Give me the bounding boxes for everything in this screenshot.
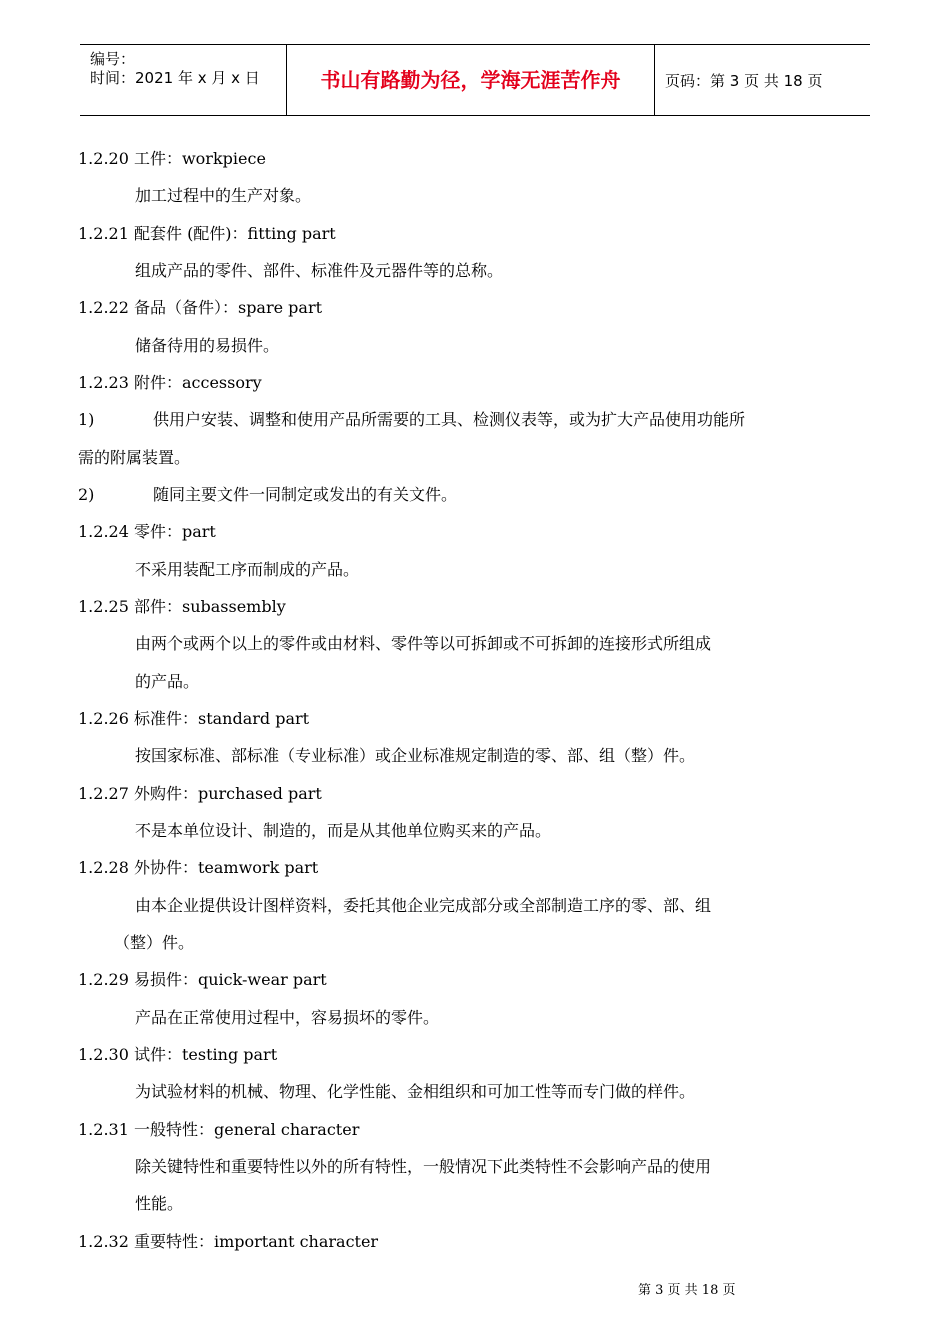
entry-definition: 产品在正常使用过程中，容易损坏的零件。 <box>135 1008 440 1027</box>
entry-term: 1.2.32 重要特性：important character <box>78 1232 379 1251</box>
entry-term: 1.2.21 配套件 (配件)：fitting part <box>78 224 336 243</box>
header-page-info: 页码：第 3 页 共 18 页 <box>665 72 823 90</box>
entry-definition-continuation: （整）件。 <box>114 933 195 952</box>
list-item-continuation: 需的附属装置。 <box>78 448 191 467</box>
entry-definition-continuation: 性能。 <box>135 1194 184 1213</box>
list-item-text: 随同主要文件一同制定或发出的有关文件。 <box>153 485 458 504</box>
entry-term: 1.2.31 一般特性：general character <box>78 1120 360 1139</box>
entry-term: 1.2.20 工件：workpiece <box>78 149 266 168</box>
entry-term: 1.2.24 零件：part <box>78 522 216 541</box>
list-item <box>78 484 457 506</box>
entry-definition: 储备待用的易损件。 <box>135 336 280 355</box>
document-number-label: 编号： <box>90 50 136 68</box>
entry-definition: 加工过程中的生产对象。 <box>135 186 312 205</box>
entry-term: 1.2.27 外购件：purchased part <box>78 784 322 803</box>
list-item <box>78 409 745 431</box>
entry-term: 1.2.23 附件：accessory <box>78 373 262 392</box>
entry-term: 1.2.28 外协件：teamwork part <box>78 858 319 877</box>
entry-term: 1.2.26 标准件：standard part <box>78 709 310 728</box>
entry-definition: 组成产品的零件、部件、标准件及元器件等的总称。 <box>135 261 504 280</box>
entry-definition: 按国家标准、部标准（专业标准）或企业标准规定制造的零、部、组（整）件。 <box>135 746 696 765</box>
entry-definition: 除关键特性和重要特性以外的所有特性，一般情况下此类特性不会影响产品的使用 <box>135 1157 712 1176</box>
motto-text: 书山有路勤为径，学海无涯苦作舟 <box>320 68 621 92</box>
list-item-number: 1) <box>78 410 95 429</box>
entry-term: 1.2.29 易损件：quick-wear part <box>78 970 327 989</box>
entry-definition: 不是本单位设计、制造的，而是从其他单位购买来的产品。 <box>135 821 552 840</box>
list-item-text: 供用户安装、调整和使用产品所需要的工具、检测仪表等，或为扩大产品使用功能所 <box>153 410 746 429</box>
entry-term: 1.2.25 部件：subassembly <box>78 597 286 616</box>
document-date-label: 时间：2021 年 x 月 x 日 <box>90 69 260 87</box>
entry-definition: 不采用装配工序而制成的产品。 <box>135 560 360 579</box>
entry-definition: 为试验材料的机械、物理、化学性能、金相组织和可加工性等而专门做的样件。 <box>135 1082 696 1101</box>
entry-definition-continuation: 的产品。 <box>135 672 200 691</box>
entry-definition: 由两个或两个以上的零件或由材料、零件等以可拆卸或不可拆卸的连接形式所组成 <box>135 634 712 653</box>
page-footer: 第 3 页 共 18 页 <box>638 1283 736 1298</box>
list-item-number: 2) <box>78 485 95 504</box>
entry-term: 1.2.30 试件：testing part <box>78 1045 278 1064</box>
entry-definition: 由本企业提供设计图样资料，委托其他企业完成部分或全部制造工序的零、部、组 <box>135 896 712 915</box>
entry-term: 1.2.22 备品（备件）：spare part <box>78 298 323 317</box>
